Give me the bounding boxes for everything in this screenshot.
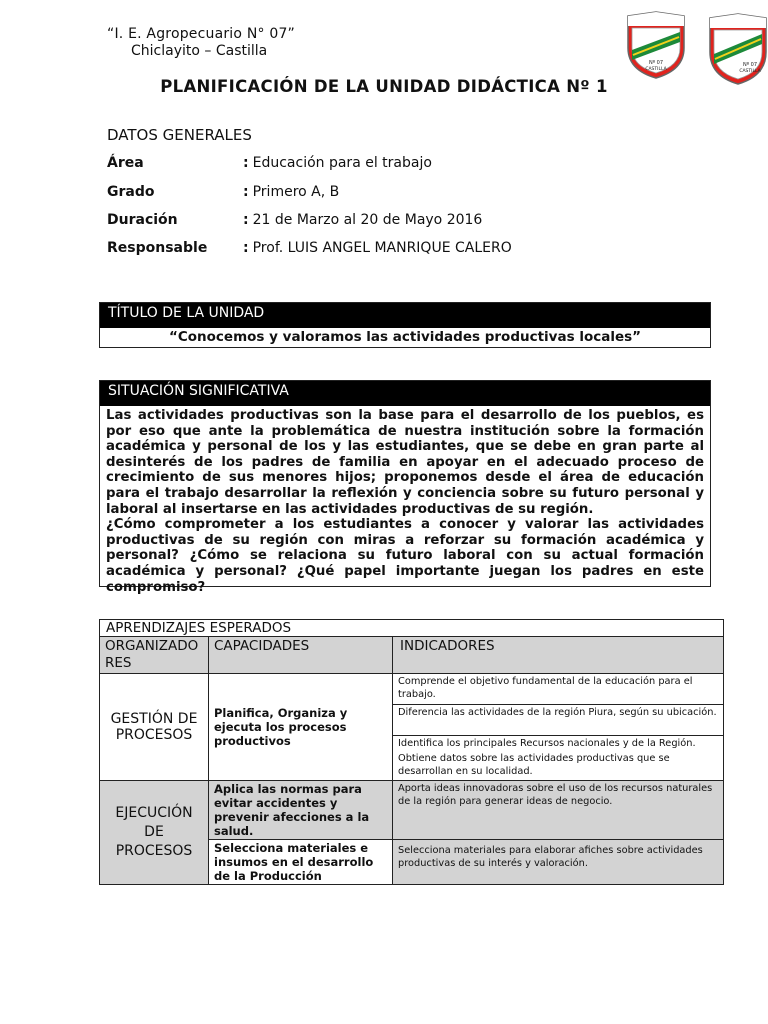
ejecucion-capacidad-1: Aplica las normas para evitar accidentes y prevenir afecciones a la salud. — [209, 781, 393, 840]
school-name: “I. E. Agropecuario N° 07” — [107, 26, 296, 42]
grado-label: Grado — [107, 184, 155, 200]
separator: : — [243, 184, 249, 200]
titulo-unidad-heading: TÍTULO DE LA UNIDAD — [100, 303, 710, 328]
aprendizajes-heading: APRENDIZAJES ESPERADOS — [100, 620, 724, 637]
svg-text:CASTILLA: CASTILLA — [645, 67, 667, 72]
school-city: Chiclayito – Castilla — [131, 43, 268, 59]
indicador-4: Obtiene datos sobre las actividades productivas que se desarrollan en su localidad. — [398, 753, 670, 777]
col-capacidades: CAPACIDADES — [209, 637, 393, 674]
col-organizadores: ORGANIZADORES — [100, 637, 209, 674]
svg-text:CASTILLA: CASTILLA — [739, 69, 761, 74]
ejecucion-organizador: EJECUCIÓN DE PROCESOS — [100, 781, 209, 885]
area-value — [243, 155, 432, 171]
situacion-box — [99, 380, 711, 595]
duracion-label: Duración — [107, 212, 178, 228]
indicador-3-4 — [393, 736, 724, 781]
school-crest-right-icon — [706, 12, 768, 86]
responsable-value — [243, 240, 512, 256]
ejecucion-capacidad-2: Selecciona materiales e insumos en el desarrollo de la Producción — [209, 840, 393, 885]
ejecucion-indicador-1: Aporta ideas innovadoras sobre el uso de los recursos naturales de la región para generar ideas de negocio. — [393, 781, 724, 840]
gestion-organizador: GESTIÓN DE PROCESOS — [100, 674, 209, 781]
area-text: Educación para el trabajo — [252, 155, 432, 171]
indicador-3: Identifica los principales Recursos nacionales y de la Región. — [398, 738, 696, 749]
responsable-label: Responsable — [107, 240, 208, 256]
situacion-paragraph: Las actividades productivas son la base para el desarrollo de los pueblos, es por eso que ante la problemática de nuestra institución sobre la formación académica y personal de los y las estudiantes, que se debe en gran parte al desinterés de los padres de familia en apoyar en el adecuado proceso de crecimiento de sus menores hijos; proponemos desde el área de educación para el trabajo desarrollar la reflexión y conciencia sobre su futuro personal y laboral al insertarse en las actividades productivas de su región. — [106, 408, 704, 517]
grado-text: Primero A, B — [252, 184, 340, 200]
separator: : — [243, 212, 249, 228]
area-label: Área — [107, 155, 144, 171]
ejecucion-indicador-2: Selecciona materiales para elaborar afiches sobre actividades productivas de su interés y valoración. — [393, 840, 724, 885]
situacion-heading: SITUACIÓN SIGNIFICATIVA — [100, 381, 710, 406]
separator: : — [243, 240, 249, 256]
duracion-value — [243, 212, 482, 228]
indicador-2: Diferencia las actividades de la región Piura, según su ubicación. — [393, 705, 724, 736]
gestion-capacidad: Planifica, Organiza y ejecuta los procesos productivos — [209, 674, 393, 781]
responsable-text: Prof. LUIS ANGEL MANRIQUE CALERO — [252, 240, 512, 256]
duracion-text: 21 de Marzo al 20 de Mayo 2016 — [252, 212, 483, 228]
indicador-1: Comprende el objetivo fundamental de la educación para el trabajo. — [393, 674, 724, 705]
aprendizajes-table — [99, 619, 724, 885]
situacion-questions: ¿Cómo comprometer a los estudiantes a conocer y valorar las actividades productivas de su región con miras a reforzar su formación académica y personal? ¿Cómo se relaciona su futuro laboral con su actual formación académica y personal? ¿Qué papel importante juegan los padres en este compromiso? — [106, 517, 704, 595]
school-crest-left-icon — [624, 10, 688, 80]
situacion-body — [100, 406, 710, 597]
svg-text:Nº 07: Nº 07 — [742, 62, 758, 68]
page-title: PLANIFICACIÓN DE LA UNIDAD DIDÁCTICA Nº 1 — [160, 77, 608, 96]
svg-text:Nº 07: Nº 07 — [648, 60, 664, 66]
grado-value — [243, 184, 339, 200]
titulo-unidad-text: “Conocemos y valoramos las actividades productivas locales” — [168, 329, 642, 345]
separator: : — [243, 155, 249, 171]
datos-generales-heading: DATOS GENERALES — [107, 126, 252, 144]
titulo-unidad-box — [99, 302, 711, 348]
col-indicadores: INDICADORES — [393, 637, 724, 674]
